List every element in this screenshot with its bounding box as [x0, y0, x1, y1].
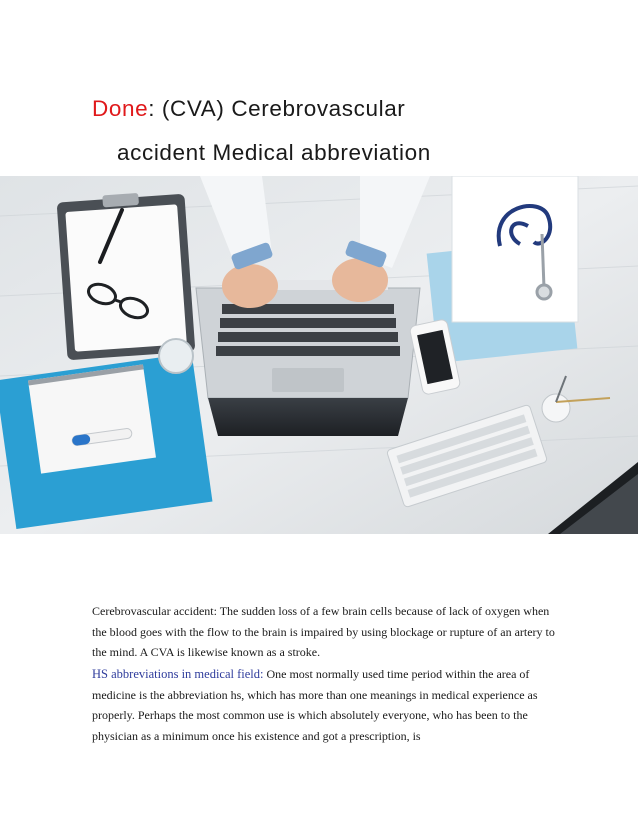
paragraph-hs — [92, 664, 562, 746]
title-prefix: Done — [92, 96, 149, 121]
page-title — [92, 87, 592, 175]
title-line2: accident Medical abbreviation — [117, 140, 431, 165]
laptop-icon — [196, 280, 420, 436]
paragraph-hs-text: One most normally used time period within the area of medicine is the abbreviation hs, which has more than one meanings in medical experience as properly. Perhaps the most common use is which absolutely everyone, who has been to the physician as a minimum once his existence and got a prescription, is — [92, 667, 538, 743]
paragraph-cva: Cerebrovascular accident: The sudden loss of a few brain cells because of lack of oxygen when the blood goes with the flow to the brain is impaired by using blockage or rupture of an artery to the mind. A CVA is likewise known as a stroke. — [92, 604, 555, 659]
glass-icon — [159, 339, 193, 373]
hero-image — [0, 176, 638, 534]
clipboard-icon — [57, 193, 196, 360]
notebook-icon — [28, 364, 156, 473]
title-line1: : (CVA) Cerebrovascular — [148, 96, 406, 121]
hs-abbreviations-link[interactable]: HS abbreviations in medical field: — [92, 667, 264, 681]
